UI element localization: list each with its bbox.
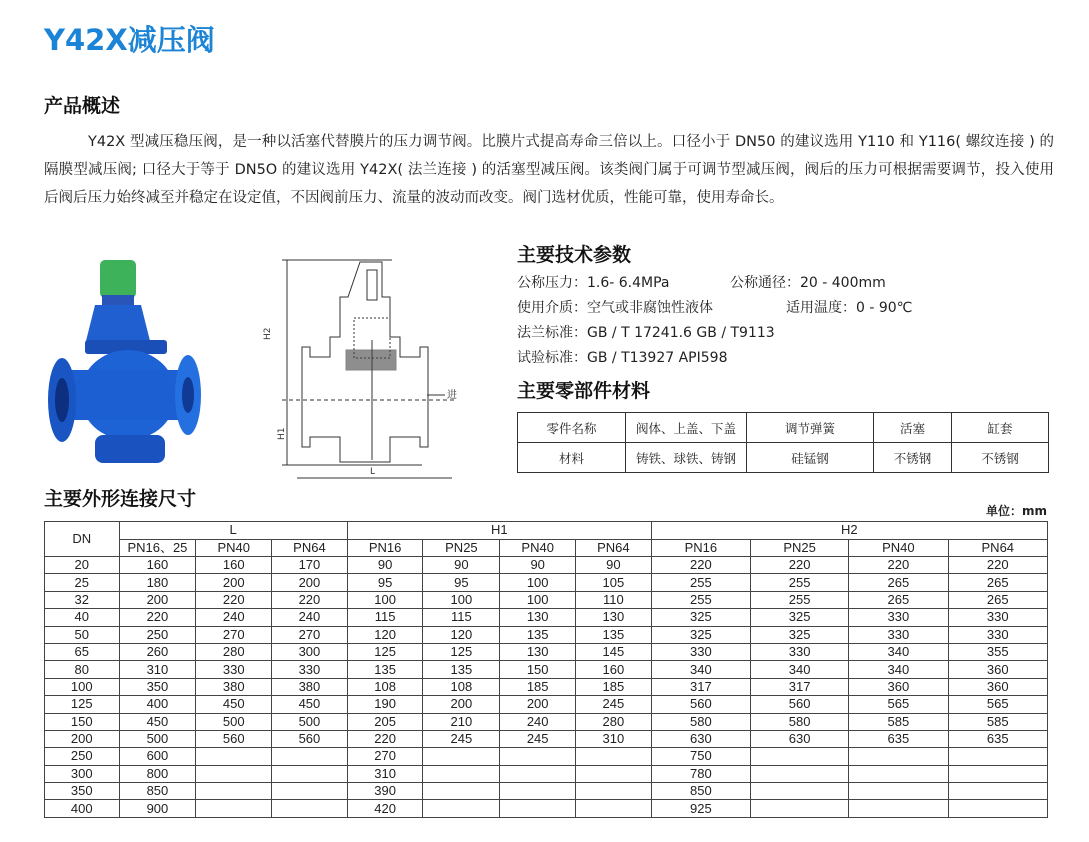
dim-cell: 220 xyxy=(651,557,750,574)
dim-cell: 220 xyxy=(849,557,948,574)
dim-cell: 240 xyxy=(500,713,576,730)
dim-cell xyxy=(423,783,500,800)
dim-cell: 420 xyxy=(347,800,423,817)
dim-cell: 90 xyxy=(500,557,576,574)
materials-heading: 主要零部件材料 xyxy=(517,380,651,402)
dn-cell: 65 xyxy=(45,643,120,660)
dim-cell: 325 xyxy=(751,609,849,626)
materials-cell: 不锈钢 xyxy=(952,443,1049,473)
dim-cell: 500 xyxy=(119,730,196,747)
dim-cell: 925 xyxy=(651,800,750,817)
dim-cell: 330 xyxy=(196,661,272,678)
table-row xyxy=(45,783,1048,800)
dim-cell: 585 xyxy=(948,713,1047,730)
dim-cell: 500 xyxy=(196,713,272,730)
dim-cell: 310 xyxy=(576,730,652,747)
materials-cell: 阀体、上盖、下盖 xyxy=(626,413,747,443)
dn-cell: 100 xyxy=(45,678,120,695)
dim-cell: 585 xyxy=(849,713,948,730)
dim-cell: 330 xyxy=(849,626,948,643)
dim-cell: 145 xyxy=(576,643,652,660)
dim-cell: 317 xyxy=(651,678,750,695)
dim-cell: 120 xyxy=(347,626,423,643)
dim-cell: 90 xyxy=(423,557,500,574)
dim-cell: 220 xyxy=(119,609,196,626)
dim-cell: 220 xyxy=(272,591,348,608)
param-test: 试验标准：GB / T13927 API598 xyxy=(517,350,728,366)
materials-cell: 零件名称 xyxy=(518,413,626,443)
group-header: L xyxy=(119,522,347,540)
dim-cell: 265 xyxy=(948,591,1047,608)
dim-cell: 200 xyxy=(272,574,348,591)
dim-cell: 135 xyxy=(576,626,652,643)
dim-cell: 180 xyxy=(119,574,196,591)
materials-cell: 硅锰钢 xyxy=(747,443,874,473)
dim-cell xyxy=(423,800,500,817)
dim-cell: 240 xyxy=(272,609,348,626)
dim-cell: 317 xyxy=(751,678,849,695)
dim-cell xyxy=(500,765,576,782)
dim-cell xyxy=(576,800,652,817)
dim-cell: 565 xyxy=(948,696,1047,713)
dim-cell: 130 xyxy=(500,643,576,660)
dims-header-row xyxy=(45,522,1048,540)
dn-cell: 20 xyxy=(45,557,120,574)
pressure-class-header: PN40 xyxy=(500,539,576,557)
dn-cell: 40 xyxy=(45,609,120,626)
valve-drawing xyxy=(262,250,462,490)
dims-heading: 主要外形连接尺寸 xyxy=(44,488,197,510)
dim-cell: 630 xyxy=(751,730,849,747)
valve-photo xyxy=(40,255,215,475)
dim-cell: 108 xyxy=(347,678,423,695)
dim-cell: 95 xyxy=(347,574,423,591)
materials-cell: 铸铁、球铁、铸钢 xyxy=(626,443,747,473)
dim-cell: 560 xyxy=(196,730,272,747)
dn-cell: 150 xyxy=(45,713,120,730)
dn-cell: 400 xyxy=(45,800,120,817)
dim-cell: 500 xyxy=(272,713,348,730)
dim-cell: 130 xyxy=(500,609,576,626)
dim-cell: 100 xyxy=(347,591,423,608)
dim-cell: 580 xyxy=(751,713,849,730)
dim-cell: 330 xyxy=(948,626,1047,643)
dim-cell: 150 xyxy=(500,661,576,678)
dn-cell: 32 xyxy=(45,591,120,608)
dim-cell: 360 xyxy=(849,678,948,695)
dim-cell xyxy=(948,783,1047,800)
dim-cell: 255 xyxy=(651,574,750,591)
table-row xyxy=(45,643,1048,660)
dim-cell: 255 xyxy=(651,591,750,608)
dim-cell xyxy=(423,748,500,765)
page-title: Y42X减压阀 xyxy=(44,23,215,57)
dim-cell: 220 xyxy=(751,557,849,574)
dim-cell xyxy=(849,783,948,800)
table-row xyxy=(45,591,1048,608)
table-row xyxy=(45,626,1048,643)
pressure-class-header: PN40 xyxy=(196,539,272,557)
dim-cell: 270 xyxy=(272,626,348,643)
dim-cell xyxy=(849,800,948,817)
dim-cell: 185 xyxy=(576,678,652,695)
dim-cell: 110 xyxy=(576,591,652,608)
materials-cell: 不锈钢 xyxy=(874,443,952,473)
table-row xyxy=(45,661,1048,678)
dim-cell: 210 xyxy=(423,713,500,730)
dim-cell: 220 xyxy=(347,730,423,747)
dn-cell: 350 xyxy=(45,783,120,800)
dim-cell: 310 xyxy=(119,661,196,678)
dim-cell xyxy=(500,748,576,765)
h1-label: H1 xyxy=(277,427,287,440)
dim-cell: 325 xyxy=(751,626,849,643)
tech-heading: 主要技术参数 xyxy=(517,244,632,266)
table-row xyxy=(45,557,1048,574)
dim-cell xyxy=(576,783,652,800)
dim-cell xyxy=(751,748,849,765)
dim-cell: 200 xyxy=(500,696,576,713)
dim-cell: 125 xyxy=(347,643,423,660)
overview-heading: 产品概述 xyxy=(44,95,121,117)
dim-cell: 90 xyxy=(576,557,652,574)
dim-cell: 800 xyxy=(119,765,196,782)
dim-cell: 260 xyxy=(119,643,196,660)
dn-cell: 250 xyxy=(45,748,120,765)
dim-cell xyxy=(948,748,1047,765)
dim-cell: 330 xyxy=(272,661,348,678)
dim-cell: 270 xyxy=(347,748,423,765)
dim-cell xyxy=(196,748,272,765)
inlet-label: 进 xyxy=(447,390,457,401)
dim-cell: 400 xyxy=(119,696,196,713)
pressure-class-header: PN25 xyxy=(751,539,849,557)
dim-cell: 160 xyxy=(119,557,196,574)
dim-cell xyxy=(576,748,652,765)
dn-cell: 80 xyxy=(45,661,120,678)
dim-cell: 200 xyxy=(423,696,500,713)
dim-cell: 450 xyxy=(196,696,272,713)
dim-cell: 108 xyxy=(423,678,500,695)
dim-cell: 850 xyxy=(119,783,196,800)
dim-cell: 360 xyxy=(948,678,1047,695)
materials-cell: 调节弹簧 xyxy=(747,413,874,443)
dim-cell xyxy=(423,765,500,782)
dim-cell: 380 xyxy=(272,678,348,695)
dim-cell: 635 xyxy=(849,730,948,747)
materials-table xyxy=(517,412,1049,473)
param-medium: 使用介质：空气或非腐蚀性液体 xyxy=(517,300,713,316)
dim-cell: 340 xyxy=(651,661,750,678)
dim-cell: 160 xyxy=(576,661,652,678)
dim-cell: 380 xyxy=(196,678,272,695)
pressure-class-header: PN16 xyxy=(651,539,750,557)
dn-header: DN xyxy=(45,522,120,557)
dim-cell xyxy=(751,765,849,782)
dim-cell: 330 xyxy=(849,609,948,626)
dn-cell: 200 xyxy=(45,730,120,747)
dim-cell: 330 xyxy=(948,609,1047,626)
materials-row xyxy=(518,413,1049,443)
dim-cell: 600 xyxy=(119,748,196,765)
dim-cell: 130 xyxy=(576,609,652,626)
table-row xyxy=(45,713,1048,730)
param-pressure: 公称压力：1.6- 6.4MPa xyxy=(517,275,670,291)
dimensions-table xyxy=(44,521,1048,818)
dim-cell: 450 xyxy=(272,696,348,713)
dim-cell xyxy=(849,765,948,782)
table-row xyxy=(45,678,1048,695)
dim-cell: 240 xyxy=(196,609,272,626)
dim-cell: 120 xyxy=(423,626,500,643)
pressure-class-header: PN64 xyxy=(948,539,1047,557)
dim-cell: 280 xyxy=(196,643,272,660)
materials-cell: 缸套 xyxy=(952,413,1049,443)
dim-cell xyxy=(196,800,272,817)
pressure-class-header: PN16、25 xyxy=(119,539,196,557)
dim-cell: 565 xyxy=(849,696,948,713)
dim-cell: 300 xyxy=(272,643,348,660)
table-row xyxy=(45,748,1048,765)
pressure-class-header: PN64 xyxy=(576,539,652,557)
dim-cell: 580 xyxy=(651,713,750,730)
param-temperature: 适用温度：0 - 90℃ xyxy=(786,300,913,316)
dims-subheader-row xyxy=(45,539,1048,557)
dim-cell: 265 xyxy=(849,591,948,608)
dim-cell: 250 xyxy=(119,626,196,643)
param-diameter: 公称通径：20 - 400mm xyxy=(730,275,886,291)
dim-cell: 560 xyxy=(651,696,750,713)
table-row xyxy=(45,800,1048,817)
dim-cell: 205 xyxy=(347,713,423,730)
dn-cell: 50 xyxy=(45,626,120,643)
pressure-class-header: PN25 xyxy=(423,539,500,557)
dn-cell: 300 xyxy=(45,765,120,782)
dim-cell xyxy=(948,765,1047,782)
dim-cell: 115 xyxy=(347,609,423,626)
dim-cell: 780 xyxy=(651,765,750,782)
dim-cell: 115 xyxy=(423,609,500,626)
dim-cell: 330 xyxy=(651,643,750,660)
h2-label: H2 xyxy=(263,327,273,340)
dim-cell: 630 xyxy=(651,730,750,747)
dim-cell xyxy=(500,783,576,800)
dim-cell: 135 xyxy=(500,626,576,643)
dim-cell: 190 xyxy=(347,696,423,713)
dim-cell: 560 xyxy=(751,696,849,713)
dim-cell: 100 xyxy=(500,591,576,608)
dim-cell: 340 xyxy=(849,661,948,678)
dim-cell: 135 xyxy=(347,661,423,678)
table-row xyxy=(45,574,1048,591)
table-row xyxy=(45,609,1048,626)
dim-cell: 245 xyxy=(423,730,500,747)
dim-cell xyxy=(500,800,576,817)
dim-cell: 185 xyxy=(500,678,576,695)
dim-cell: 160 xyxy=(196,557,272,574)
dim-cell xyxy=(576,765,652,782)
dim-cell: 280 xyxy=(576,713,652,730)
dim-cell: 310 xyxy=(347,765,423,782)
overview-paragraph: Y42X 型减压稳压阀，是一种以活塞代替膜片的压力调节阀。比膜片式提高寿命三倍以上。口径小于 DN50 的建议选用 Y110 和 Y116( 螺纹连接 ) 的隔膜型减压阀; 口径大于等于 DN5O 的建议选用 Y42X( 法兰连接 ) 的活塞型减压阀。该类阀门属于可调节型减压阀，阀后的压力可根据需要调节，投入使用后阀后压力始终减至并稳定在设定值，不因阀前压力、流量的波动而改变。阀门选材优质，性能可靠，使用寿命长。 xyxy=(44,134,1054,206)
dim-cell: 135 xyxy=(423,661,500,678)
dim-cell xyxy=(849,748,948,765)
l-label: L xyxy=(370,467,376,477)
dim-cell: 635 xyxy=(948,730,1047,747)
table-row xyxy=(45,696,1048,713)
dim-cell: 325 xyxy=(651,609,750,626)
dim-cell: 750 xyxy=(651,748,750,765)
dim-cell: 170 xyxy=(272,557,348,574)
materials-cell: 活塞 xyxy=(874,413,952,443)
table-row xyxy=(45,730,1048,747)
materials-row xyxy=(518,443,1049,473)
dim-cell: 100 xyxy=(500,574,576,591)
dim-cell: 340 xyxy=(849,643,948,660)
dim-cell: 245 xyxy=(576,696,652,713)
dn-cell: 125 xyxy=(45,696,120,713)
dim-cell: 450 xyxy=(119,713,196,730)
dim-cell: 360 xyxy=(948,661,1047,678)
dim-cell: 900 xyxy=(119,800,196,817)
dim-cell: 90 xyxy=(347,557,423,574)
pressure-class-header: PN40 xyxy=(849,539,948,557)
dim-cell: 200 xyxy=(119,591,196,608)
dim-cell: 355 xyxy=(948,643,1047,660)
dim-cell: 270 xyxy=(196,626,272,643)
overview-text xyxy=(44,128,1054,212)
dim-cell: 350 xyxy=(119,678,196,695)
dim-cell: 560 xyxy=(272,730,348,747)
dim-cell xyxy=(272,783,348,800)
dim-cell: 220 xyxy=(196,591,272,608)
dim-cell: 265 xyxy=(849,574,948,591)
dim-cell xyxy=(751,783,849,800)
dim-cell: 850 xyxy=(651,783,750,800)
dim-cell xyxy=(196,765,272,782)
dim-cell xyxy=(272,800,348,817)
dim-cell: 255 xyxy=(751,591,849,608)
param-flange: 法兰标准：GB / T 17241.6 GB / T9113 xyxy=(517,325,775,341)
group-header: H2 xyxy=(651,522,1047,540)
dim-cell xyxy=(948,800,1047,817)
dim-cell: 245 xyxy=(500,730,576,747)
dim-cell: 95 xyxy=(423,574,500,591)
dim-cell: 390 xyxy=(347,783,423,800)
dim-cell xyxy=(196,783,272,800)
materials-cell: 材料 xyxy=(518,443,626,473)
dim-cell: 340 xyxy=(751,661,849,678)
dn-cell: 25 xyxy=(45,574,120,591)
dim-cell xyxy=(751,800,849,817)
dim-cell xyxy=(272,765,348,782)
dim-cell: 200 xyxy=(196,574,272,591)
dim-cell: 105 xyxy=(576,574,652,591)
dim-cell xyxy=(272,748,348,765)
pressure-class-header: PN16 xyxy=(347,539,423,557)
group-header: H1 xyxy=(347,522,651,540)
dim-cell: 220 xyxy=(948,557,1047,574)
dim-cell: 265 xyxy=(948,574,1047,591)
unit-label: 单位：mm xyxy=(985,504,1047,518)
dim-cell: 125 xyxy=(423,643,500,660)
pressure-class-header: PN64 xyxy=(272,539,348,557)
dim-cell: 325 xyxy=(651,626,750,643)
table-row xyxy=(45,765,1048,782)
dim-cell: 330 xyxy=(751,643,849,660)
dim-cell: 100 xyxy=(423,591,500,608)
dim-cell: 255 xyxy=(751,574,849,591)
